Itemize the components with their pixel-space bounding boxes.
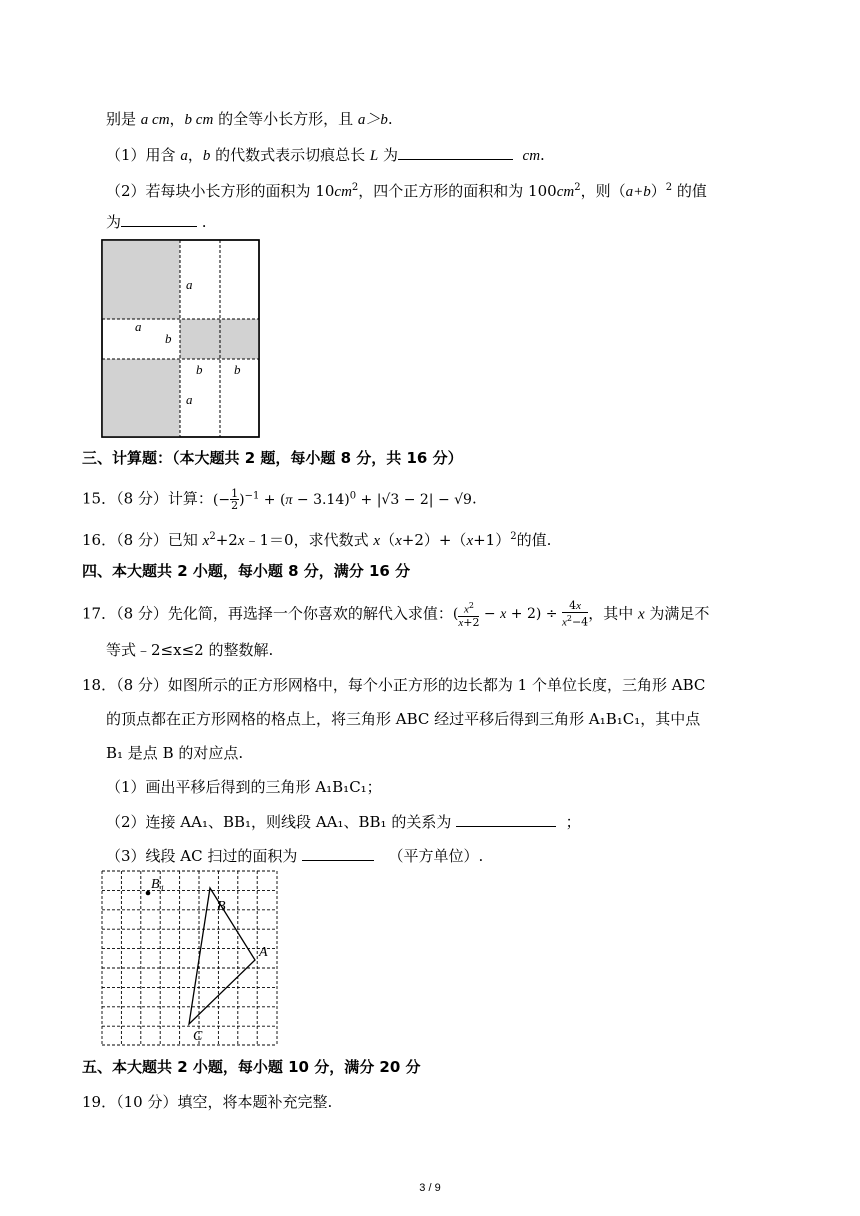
page-number: 3 / 9 [419,1182,441,1194]
answer-blank[interactable] [121,211,197,227]
label-a: a [186,277,193,292]
q15: 15．（8 分）计算：(− $\frac{1}{2}$ )$^{-1} + (\pi - 3.14)^0 + |√3 - 2| - √9$. [82,487,477,513]
q18-part2: （2）连接 AA₁、BB₁，则线段 AA₁、BB₁ 的关系为 ； [106,813,581,831]
q14-part1: （1）用含 a，b 的代数式表示切痕总长 L 为 cm. [106,146,545,164]
q18-line2: 的顶点都在正方形网格的格点上，将三角形 ABC 经过平移后得到三角形 A₁B₁C₁，其中点 [106,710,701,728]
label-c: C [193,1029,203,1044]
q18-line1: 18．（8 分）如图所示的正方形网格中，每个小正方形的边长都为 1 个单位长度，三角形 ABC [82,676,706,694]
q17-expression: ( $\frac{x^2}{x+2}$ − x + 2) ÷ $\frac{4x}{x^2-4}$ [452,599,589,629]
q18-line3: B₁ 是点 B 的对应点. [106,744,244,762]
label-b: b [234,362,241,377]
q17-line2: 等式﹣2≤x≤2 的整数解. [106,641,274,659]
q14-part2-cont: 为 . [106,213,207,231]
label-b1: B₁ [151,877,165,892]
section-heading: 三、计算题：（本大题共 2 题，每小题 8 分，共 16 分） [82,449,463,467]
q14-part2: （2）若每块小长方形的面积为 $10cm^2$，四个正方形的面积和为 $100cm^2$，则$(a+b)^2$ 的值 [106,182,707,200]
q17-line1: 17．（8 分）先化简，再选择一个你喜欢的解代入求值：( $\frac{x^2}{x+2}$ − x + 2) ÷ $\frac{4x}{x^2-4}$ ，其中 x 为满足不 [82,599,710,629]
q18-part1: （1）画出平移后得到的三角形 A₁B₁C₁； [106,778,382,796]
q14-figure [100,239,262,439]
section-heading: 五、本大题共 2 小题，每小题 10 分，满分 20 分 [82,1058,421,1076]
shaded-square-top-left [103,241,180,320]
label-b: b [196,362,203,377]
point-b1 [146,891,151,896]
q15-expression: (− $\frac{1}{2}$ )$^{-1} + (\pi - 3.14)^0 + |√3 - 2| - √9$ [212,487,472,513]
section-heading: 四、本大题共 2 小题，每小题 8 分，满分 16 分 [82,562,411,580]
q19: 19．（10 分）填空，将本题补充完整. [82,1093,333,1111]
q18-part3: （3）线段 AC 扫过的面积为 （平方单位）. [106,847,484,865]
q18-grid-figure [100,868,282,1048]
q16: 16．（8 分）已知 $x^2+2x﹣1=0$，求代数式 $x(x+2)+(x+1)^2$的值. [82,531,552,549]
q14-line1: 别是 a cm，b cm 的全等小长方形，且 a＞b. [106,110,393,128]
label-a: a [186,392,193,407]
answer-blank[interactable] [302,845,374,861]
answer-blank[interactable] [398,144,513,160]
shaded-square-bottom-left [103,359,180,437]
label-a: a [135,319,142,334]
label-b: B [217,899,226,914]
label-a: A [259,945,268,960]
answer-blank[interactable] [456,811,556,827]
label-b: b [165,331,172,346]
